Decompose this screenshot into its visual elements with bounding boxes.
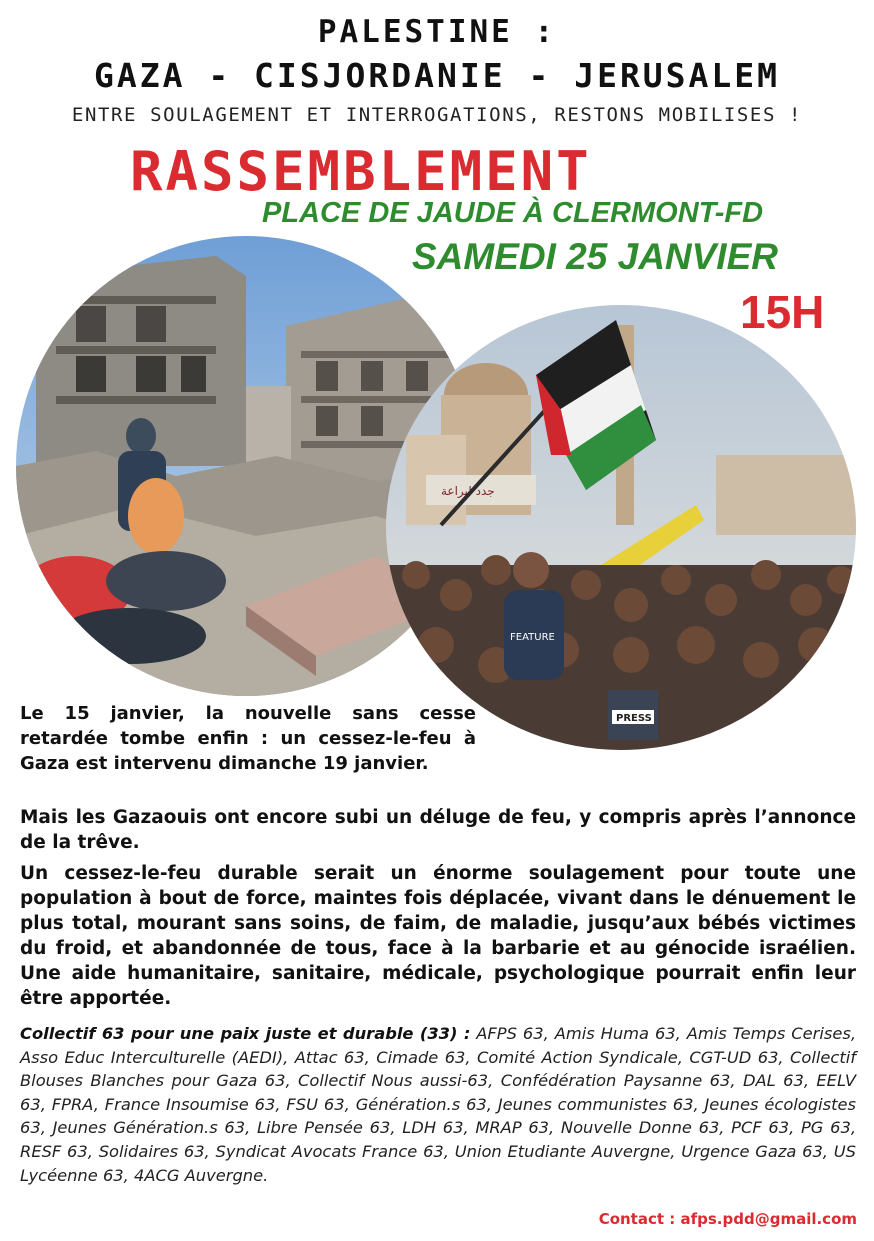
crowd-illustration — [386, 305, 856, 750]
contact-email: Contact : afps.pdd@gmail.com — [598, 1210, 857, 1228]
shirt-text: FEATURE — [510, 632, 555, 643]
event-time: 15H — [740, 286, 825, 338]
tagline: ENTRE SOULAGEMENT ET INTERROGATIONS, RESTONS MOBILISES ! — [71, 104, 803, 126]
intro-paragraph: Le 15 janvier, la nouvelle sans cesse retardée tombe enfin : un cessez-le-feu à Gaza est intervenu dimanche 19 janvier. — [20, 703, 476, 774]
press-label: PRESS — [616, 713, 652, 724]
event-date: SAMEDI 25 JANVIER — [412, 236, 778, 277]
event-title: RASSEMBLEMENT — [130, 140, 592, 203]
title-line-1: PALESTINE : — [317, 14, 557, 50]
signatories-list: AFPS 63, Amis Huma 63, Amis Temps Cerises, Asso Educ Interculturelle (AEDI), Attac 63, Cimade 63, Comité Action Syndicale, CGT-UD 63, Collectif Blouses Blanches pour Gaza 63, Collectif Nous aussi-63, Confédération Paysanne 63, DAL 63, EELV 63, FPRA, France Insoumise 63, FSU 63, Génération.s 63, Jeunes communistes 63, Jeunes écologistes 63, Jeunes Génération.s 63, Libre Pensée 63, LDH 63, MRAP 63, Nouvelle Donne 63, PCF 63, PG 63, RESF 63, Solidaires 63, Syndicat Avocats France 63, Union Etudiante Auvergne, Urgence Gaza 63, US Lycéenne 63, 4ACG Auvergne. — [20, 1024, 856, 1185]
paragraph-ceasefire: Un cessez-le-feu durable serait un énorme soulagement pour toute une population à bout de force, maintes fois déplacée, vivant dans le dénuement le plus total, mourant sans soins, de faim, de maladie, jusqu’aux bébés victimes du froid, et abandonnée de tous, face à la barbarie et au génocide israélien. Une aide humanitaire, sanitaire, médicale, psychologique pourrait enfin leur être apportée. — [20, 863, 856, 1009]
shop-sign-text: جدد لبراعة — [441, 484, 495, 498]
signatories-lead: Collectif 63 pour une paix juste et durable (33) : — [20, 1024, 471, 1043]
title-line-2: GAZA - CISJORDANIE - JERUSALEM — [93, 56, 781, 95]
paragraph-deluge: Mais les Gazaouis ont encore subi un déluge de feu, y compris après l’annonce de la trêve. — [20, 807, 856, 853]
event-place: PLACE DE JAUDE À CLERMONT-FD — [262, 197, 764, 229]
photo-crowd-flag — [386, 305, 856, 750]
signatories-block — [20, 1022, 856, 1187]
